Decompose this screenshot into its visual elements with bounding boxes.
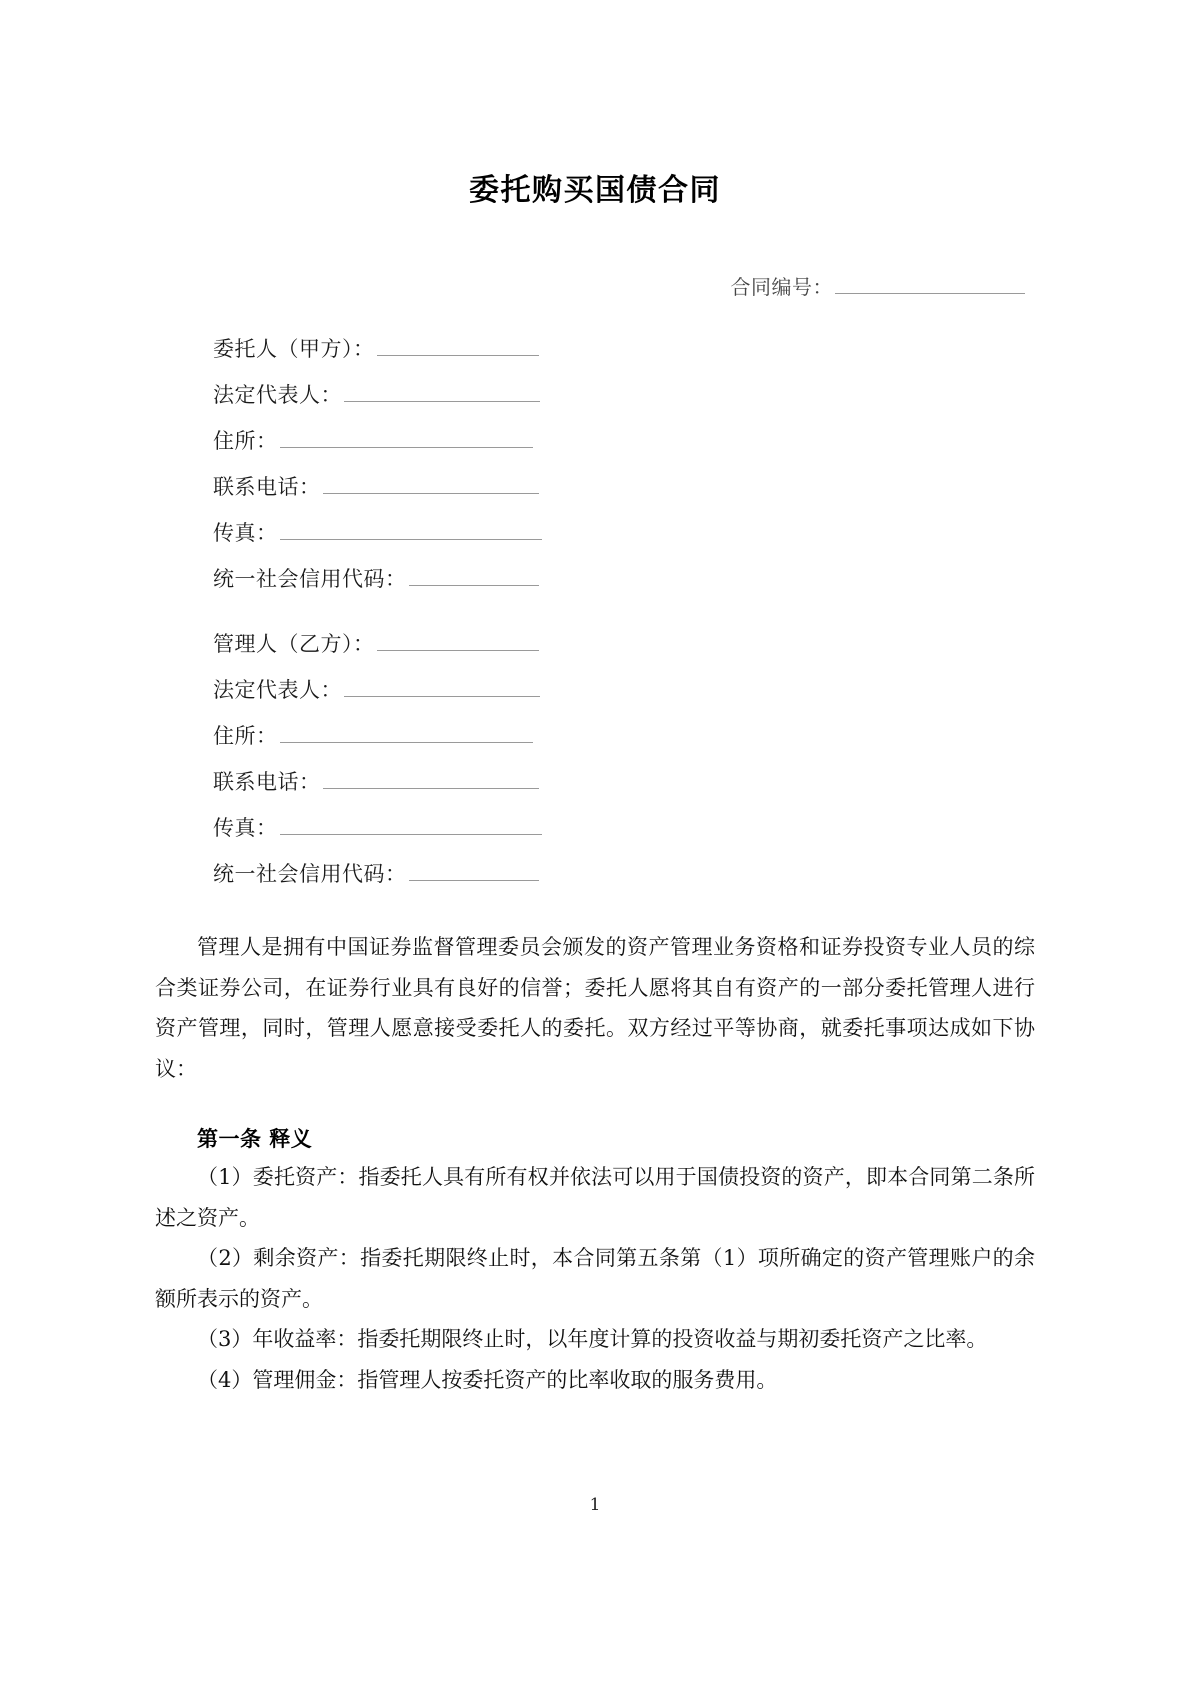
field-blank[interactable] [280, 425, 533, 448]
contract-number-label: 合同编号： [730, 274, 833, 299]
field-label: 传真： [213, 816, 278, 841]
preamble-paragraph: 管理人是拥有中国证券监督管理委员会颁发的资产管理业务资格和证券投资专业人员的综合类证券公司，在证券行业具有良好的信誉；委托人愿将其自有资产的一部分委托管理人进行资产管理，同时，管理人愿意接受委托人的委托。双方经过平等协商，就委托事项达成如下协议： [155, 935, 1035, 1081]
field-blank[interactable] [377, 628, 539, 651]
contract-number-row [155, 272, 1035, 301]
field-blank[interactable] [344, 379, 540, 402]
page-number: 1 [589, 1495, 601, 1515]
field-label: 住所： [213, 428, 278, 453]
field-row [213, 379, 1035, 406]
field-label: 联系电话： [213, 769, 321, 794]
field-label: 委托人（甲方）： [213, 336, 375, 361]
field-label: 住所： [213, 723, 278, 748]
entrusting-party-block [155, 333, 1035, 590]
field-blank[interactable] [344, 674, 540, 697]
field-blank[interactable] [323, 471, 539, 494]
field-label: 统一社会信用代码： [213, 566, 407, 591]
field-row [213, 628, 1035, 655]
field-label: 管理人（乙方）： [213, 631, 375, 656]
field-blank[interactable] [377, 333, 539, 356]
field-row [213, 471, 1035, 498]
field-row [213, 517, 1035, 544]
field-row [213, 812, 1035, 839]
field-label: 统一社会信用代码： [213, 862, 407, 887]
field-label: 法定代表人： [213, 677, 342, 702]
field-blank[interactable] [280, 517, 542, 540]
field-row [213, 720, 1035, 747]
contract-number-blank[interactable] [835, 272, 1025, 294]
field-label: 传真： [213, 520, 278, 545]
manager-party-block [155, 628, 1035, 885]
field-row [213, 563, 1035, 590]
field-label: 联系电话： [213, 474, 321, 499]
field-blank[interactable] [409, 563, 539, 586]
field-row [213, 425, 1035, 452]
field-row [213, 674, 1035, 701]
page-title: 委托购买国债合同 [469, 173, 721, 208]
clause-item: （2）剩余资产：指委托期限终止时，本合同第五条第（1）项所确定的资产管理账户的余额所表示的资产。 [155, 1246, 1035, 1311]
field-label: 法定代表人： [213, 382, 342, 407]
clause-item: （4）管理佣金：指管理人按委托资产的比率收取的服务费用。 [197, 1367, 778, 1392]
article-heading: 第一条 释义 [197, 1127, 313, 1152]
clause-item: （1）委托资产：指委托人具有所有权并依法可以用于国债投资的资产，即本合同第二条所述之资产。 [155, 1165, 1035, 1230]
field-blank[interactable] [280, 812, 542, 835]
field-blank[interactable] [323, 766, 539, 789]
field-blank[interactable] [280, 720, 533, 743]
clause-item: （3）年收益率：指委托期限终止时，以年度计算的投资收益与期初委托资产之比率。 [197, 1327, 988, 1352]
document-content [155, 0, 1035, 1400]
article-section [155, 1123, 1035, 1400]
field-row [213, 333, 1035, 360]
field-row [213, 766, 1035, 793]
field-blank[interactable] [409, 858, 539, 881]
field-row [213, 858, 1035, 885]
